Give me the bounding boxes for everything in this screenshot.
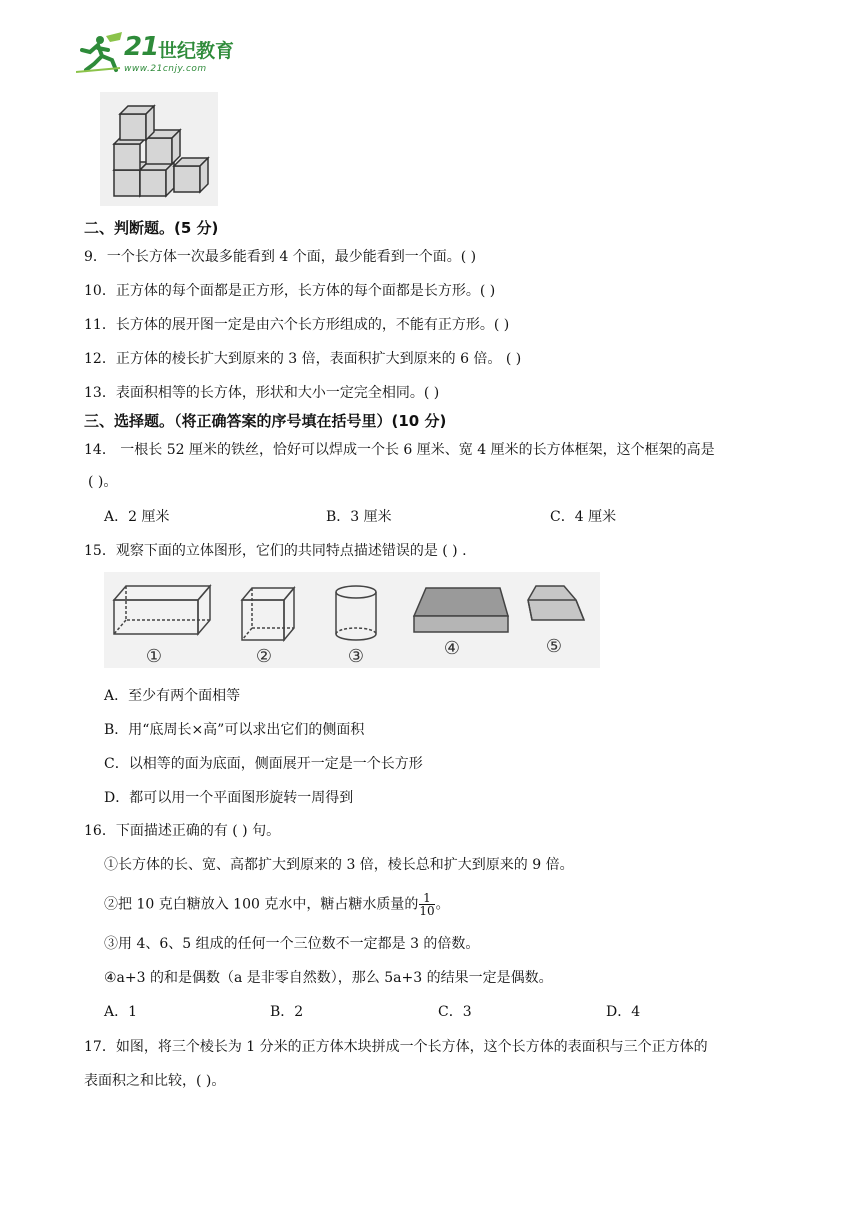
figure-label-5: ⑤ bbox=[545, 636, 563, 657]
question-17-blank: 表面积之和比较，( )。 bbox=[84, 1073, 226, 1089]
option-a: A．1 bbox=[104, 1004, 138, 1020]
cube-stack-figure bbox=[100, 92, 218, 206]
question-12: 12．正方体的棱长扩大到原来的 3 倍，表面积扩大到原来的 6 倍。 ( ) bbox=[84, 351, 522, 367]
option-c: C．4 厘米 bbox=[550, 509, 617, 525]
solid-shapes-image bbox=[104, 572, 600, 668]
question-9: 9．一个长方体一次最多能看到 4 个面，最少能看到一个面。( ) bbox=[84, 249, 477, 265]
option-b: B．3 厘米 bbox=[326, 509, 392, 525]
logo-number: 21 bbox=[124, 32, 159, 62]
figure-label-3: ③ bbox=[347, 646, 365, 667]
option-d: D．4 bbox=[606, 1004, 641, 1020]
runner-icon bbox=[76, 30, 126, 76]
cube-stack-image bbox=[100, 92, 218, 206]
option-c: C．以相等的面为底面，侧面展开一定是一个长方形 bbox=[104, 756, 423, 772]
option-b: B．2 bbox=[270, 1004, 304, 1020]
solid-shapes-figure bbox=[104, 572, 600, 668]
section-3-heading: 三、选择题。（将正确答案的序号填在括号里）(10 分) bbox=[84, 412, 447, 430]
question-14-blank: ( )。 bbox=[88, 474, 118, 490]
question-10: 10．正方体的每个面都是正方形，长方体的每个面都是长方形。( ) bbox=[84, 283, 496, 299]
question-13: 13．表面积相等的长方体，形状和大小一定完全相同。( ) bbox=[84, 385, 440, 401]
logo-name: 世纪教育 bbox=[158, 40, 235, 62]
site-logo bbox=[76, 30, 246, 80]
question-15-text: 15．观察下面的立体图形，它们的共同特点描述错误的是 ( ) . bbox=[84, 543, 467, 559]
figure-label-2: ② bbox=[255, 646, 273, 667]
statement-3: ③用 4、6、5 组成的任何一个三位数不一定都是 3 的倍数。 bbox=[104, 936, 480, 952]
question-17-text: 17．如图，将三个棱长为 1 分米的正方体木块拼成一个长方体，这个长方体的表面积与三个正方体的 bbox=[84, 1039, 708, 1055]
statement-1: ①长方体的长、宽、高都扩大到原来的 3 倍，棱长总和扩大到原来的 9 倍。 bbox=[104, 857, 574, 873]
section-2-heading: 二、判断题。(5 分) bbox=[84, 219, 219, 237]
option-a: A．至少有两个面相等 bbox=[104, 688, 241, 704]
statement-4: ④a+3 的和是偶数（a 是非零自然数），那么 5a+3 的结果一定是偶数。 bbox=[104, 970, 553, 986]
option-c: C．3 bbox=[438, 1004, 472, 1020]
option-a: A．2 厘米 bbox=[104, 509, 170, 525]
question-11: 11．长方体的展开图一定是由六个长方形组成的，不能有正方形。( ) bbox=[84, 317, 510, 333]
statement-2-end: 。 bbox=[435, 896, 450, 913]
fraction-numerator: 1 bbox=[419, 892, 434, 905]
figure-label-1: ① bbox=[145, 646, 163, 667]
statement-2-text: ②把 10 克白糖放入 100 克水中，糖占糖水质量的 bbox=[104, 896, 419, 913]
figure-label-4: ④ bbox=[443, 638, 461, 659]
question-16-text: 16．下面描述正确的有 ( ) 句。 bbox=[84, 823, 281, 839]
option-d: D．都可以用一个平面图形旋转一周得到 bbox=[104, 790, 354, 806]
fraction-denominator: 10 bbox=[419, 904, 435, 918]
question-14-text: 14． 一根长 52 厘米的铁丝，恰好可以焊成一个长 6 厘米、宽 4 厘米的长方体框架，这个框架的高是 bbox=[84, 442, 715, 458]
statement-2 bbox=[104, 892, 450, 917]
logo-url: www.21cnjy.com bbox=[124, 64, 207, 74]
fraction bbox=[419, 892, 434, 917]
option-b: B．用“底周长×高”可以求出它们的侧面积 bbox=[104, 722, 365, 738]
